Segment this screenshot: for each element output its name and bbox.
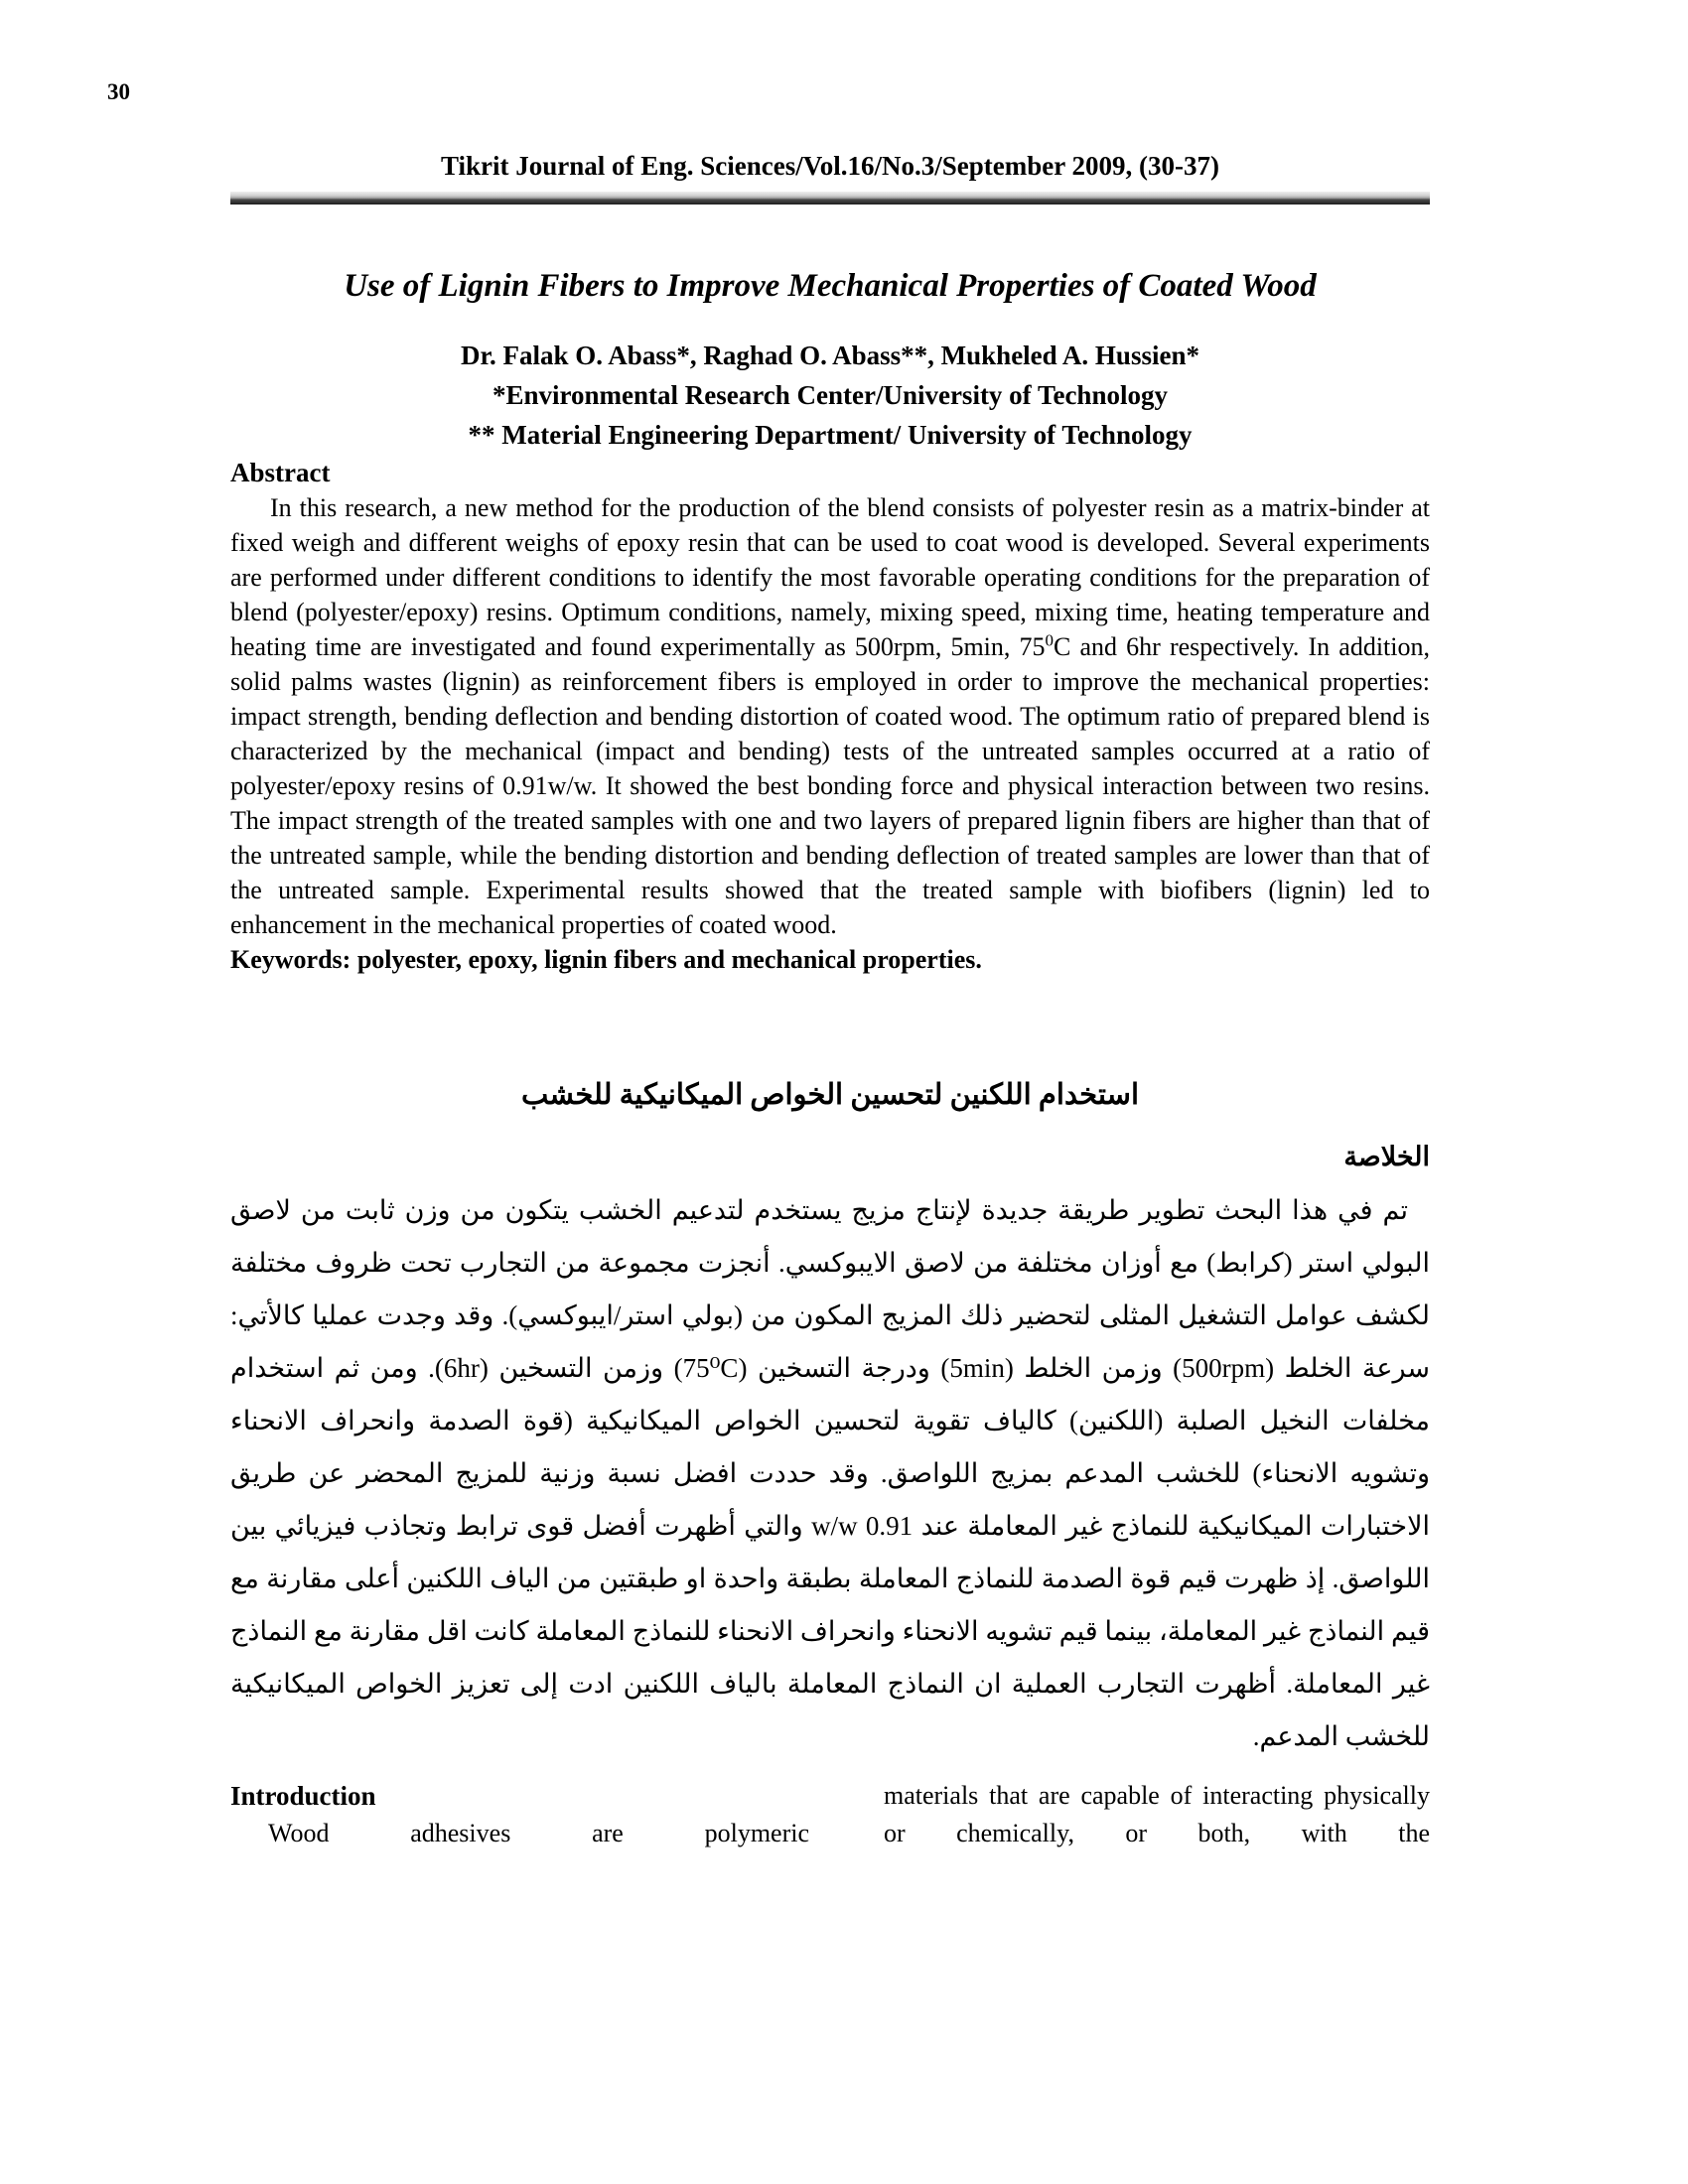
header-divider-rule [230, 192, 1430, 205]
page-number: 30 [107, 79, 130, 104]
two-column-section [230, 1777, 1430, 1852]
arabic-title: استخدام اللكنين لتحسين الخواص الميكانيكية للخشب [520, 1079, 1139, 1111]
affiliation-2: ** Material Engineering Department/ University of Technology [468, 420, 1193, 450]
abstract-paragraph [230, 490, 1430, 942]
authors-block [230, 336, 1430, 455]
affiliation-1: *Environmental Research Center/University of Technology [492, 380, 1168, 410]
paper-title: Use of Lignin Fibers to Improve Mechanical Properties of Coated Wood [344, 268, 1317, 304]
journal-header: Tikrit Journal of Eng. Sciences/Vol.16/No.3/September 2009, (30-37) [440, 151, 1219, 181]
authors-line: Dr. Falak O. Abass*, Raghad O. Abass**, Mukheled A. Hussien* [461, 341, 1199, 370]
arabic-abstract-heading: الخلاصة [1343, 1142, 1430, 1171]
introduction-left-column-text: Wood adhesives are polymeric [268, 1819, 809, 1847]
arabic-abstract-paragraph: تم في هذا البحث تطوير طريقة جديدة لإنتاج مزيج يستخدم لتدعيم الخشب يتكون من وزن ثابت من لاصق البولي استر (كرابط) مع أوزان مختلفة من لاصق الايبوكسي. أنجزت مجموعة من التجارب تحت ظروف مختلفة لكشف عوامل التشغيل المثلى لتحضير ذلك المزيج المكون من (بولي استر/ايبوكسي). وقد وجدت عمليا كالأتي: سرعة الخلط (500rpm) وزمن الخلط (5min) ودرجة التسخين (75⁰C) وزمن التسخين (6hr). ومن ثم استخدام مخلفات النخيل الصلبة (اللكنين) كالياف تقوية لتحسين الخواص الميكانيكية (قوة الصدمة وانحراف الانحناء وتشويه الانحناء) للخشب المدعم بمزيج اللواصق. وقد حددت افضل نسبة وزنية للمزيج المحضر عن طريق الاختبارات الميكانيكية للنماذج غير المعاملة عند w/w 0.91 والتي أظهرت أفضل قوى ترابط وتجاذب فيزيائي بين اللواصق. إذ ظهرت قيم قوة الصدمة للنماذج المعاملة بطبقة واحدة او طبقتين من الياف اللكنين أعلى مقارنة مع قيم النماذج غير المعاملة، بينما قيم تشويه الانحناء وانحراف الانحناء للنماذج المعاملة كانت اقل مقارنة مع النماذج غير المعاملة. أظهرت التجارب العملية ان النماذج المعاملة بالياف اللكنين ادت إلى تعزيز الخواص الميكانيكية للخشب المدعم. [230, 1195, 1431, 1751]
keywords-line: Keywords: polyester, epoxy, lignin fibers and mechanical properties. [230, 945, 982, 974]
abstract-text-part2: C and 6hr respectively. In addition, solid palms wastes (lignin) as reinforcement fibers is employed in order to improve the mechanical properties: impact strength, bending deflection and bending distortion of coated wood. The optimum ratio of prepared blend is characterized by the mechanical (impact and bending) tests of the untreated samples occurred at a ratio of polyester/epoxy resins of 0.91w/w. It showed the best bonding force and physical interaction between two resins. The impact strength of the treated samples with one and two layers of prepared lignin fibers are higher than that of the untreated sample, while the bending distortion and bending deflection of treated samples are lower than that of the untreated sample. Experimental results showed that the treated sample with biofibers (lignin) led to enhancement in the mechanical properties of coated wood. [230, 632, 1431, 939]
left-column [230, 1777, 809, 1852]
right-column [884, 1777, 1430, 1852]
introduction-heading: Introduction [230, 1781, 376, 1811]
abstract-heading: Abstract [230, 458, 331, 487]
abstract-text-part1: In this research, a new method for the production of the blend consists of polyester resin as a matrix-binder at fixed weigh and different weighs of epoxy resin that can be used to coat wood is developed. Several experiments are performed under different conditions to identify the most favorable operating conditions for the preparation of blend (polyester/epoxy) resins. Optimum conditions, namely, mixing speed, mixing time, heating temperature and heating time are investigated and found experimentally as 500rpm, 5min, 75 [230, 493, 1430, 661]
temperature-superscript: 0 [1045, 630, 1055, 650]
introduction-right-column-text: materials that are capable of interacting physically or chemically, or both, with the [884, 1781, 1430, 1847]
